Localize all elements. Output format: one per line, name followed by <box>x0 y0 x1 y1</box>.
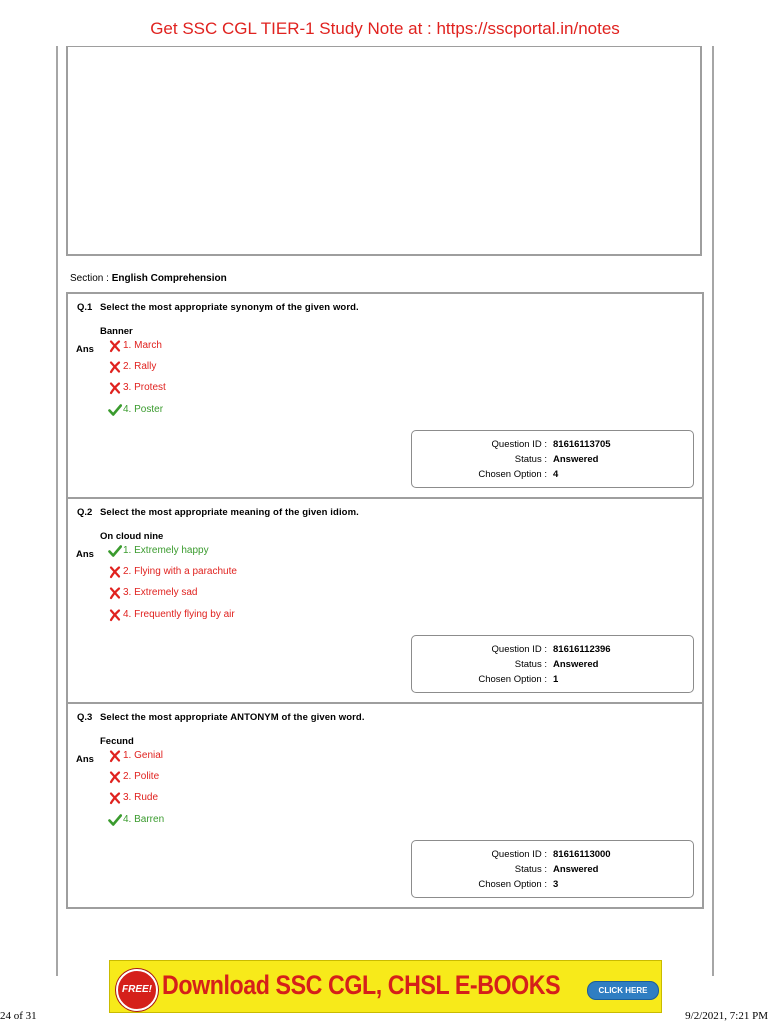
answer-status-row <box>410 659 693 673</box>
answer-status-value: Answered <box>553 864 599 875</box>
question-id-label: Question ID : <box>491 439 547 450</box>
banner-headline: Download SSC CGL, CHSL E-BOOKS <box>162 970 561 1000</box>
section-label: Section : <box>70 273 112 284</box>
option-text: 3. Rude <box>123 792 159 803</box>
option-text: 2. Flying with a parachute <box>123 566 237 577</box>
question-word: Fecund <box>100 736 134 747</box>
page-rail-right <box>712 46 714 976</box>
question-number: Q.3 <box>77 712 93 723</box>
question-word: Banner <box>100 326 133 337</box>
question-text: Select the most appropriate meaning of the given idiom. <box>100 507 359 518</box>
chosen-option-value: 3 <box>553 879 559 890</box>
answer-status-row <box>410 454 693 468</box>
question-info-panel <box>411 840 694 898</box>
answer-status-label: Status : <box>514 454 547 465</box>
cross-icon <box>108 339 122 353</box>
question-info-panel <box>411 635 694 693</box>
option-text: 3. Extremely sad <box>123 587 198 598</box>
page-number: 24 of 31 <box>0 1010 37 1022</box>
question-id-value: 81616113000 <box>553 849 611 860</box>
question-id-value: 81616112396 <box>553 644 611 655</box>
check-icon <box>108 403 122 417</box>
empty-content-box <box>66 46 702 256</box>
question-text: Select the most appropriate ANTONYM of the given word. <box>100 712 365 723</box>
question-block <box>66 702 704 909</box>
answer-status-value: Answered <box>553 659 599 670</box>
question-id-row <box>410 849 693 863</box>
question-block <box>66 497 704 704</box>
click-here-button[interactable]: CLICK HERE <box>587 981 659 1000</box>
ebook-download-banner[interactable] <box>109 960 662 1013</box>
answer-status-label: Status : <box>514 864 547 875</box>
study-note-link[interactable]: Get SSC CGL TIER-1 Study Note at : https://sscportal.in/notes <box>150 19 620 38</box>
chosen-option-value: 1 <box>553 674 559 685</box>
cross-icon <box>108 791 122 805</box>
chosen-option-label: Chosen Option : <box>478 879 547 890</box>
option-text: 1. March <box>123 340 162 351</box>
option-text: 1. Genial <box>123 750 164 761</box>
question-id-label: Question ID : <box>491 849 547 860</box>
check-icon <box>108 813 122 827</box>
option-text: 4. Poster <box>123 404 164 415</box>
free-badge: FREE! <box>116 969 158 1011</box>
answer-status-row <box>410 864 693 878</box>
section-heading <box>70 273 227 284</box>
cross-icon <box>108 360 122 374</box>
question-id-row <box>410 439 693 453</box>
cross-icon <box>108 749 122 763</box>
answer-label: Ans <box>76 344 94 355</box>
chosen-option-row <box>410 469 693 483</box>
answer-label: Ans <box>76 754 94 765</box>
cross-icon <box>108 586 122 600</box>
cross-icon <box>108 608 122 622</box>
option-text: 3. Protest <box>123 382 166 393</box>
chosen-option-value: 4 <box>553 469 559 480</box>
question-id-row <box>410 644 693 658</box>
chosen-option-row <box>410 879 693 893</box>
option-text: 4. Barren <box>123 814 165 825</box>
question-text: Select the most appropriate synonym of the given word. <box>100 302 359 313</box>
question-number: Q.2 <box>77 507 93 518</box>
option-text: 4. Frequently flying by air <box>123 609 235 620</box>
cross-icon <box>108 381 122 395</box>
chosen-option-label: Chosen Option : <box>478 674 547 685</box>
section-name: English Comprehension <box>111 273 227 284</box>
chosen-option-label: Chosen Option : <box>478 469 547 480</box>
question-info-panel <box>411 430 694 488</box>
answer-status-label: Status : <box>514 659 547 670</box>
question-id-label: Question ID : <box>491 644 547 655</box>
option-text: 2. Polite <box>123 771 160 782</box>
answer-label: Ans <box>76 549 94 560</box>
question-block <box>66 292 704 499</box>
cross-icon <box>108 565 122 579</box>
question-word: On cloud nine <box>100 531 164 542</box>
print-timestamp: 9/2/2021, 7:21 PM <box>685 1010 768 1022</box>
option-text: 1. Extremely happy <box>123 545 209 556</box>
answer-status-value: Answered <box>553 454 599 465</box>
check-icon <box>108 544 122 558</box>
chosen-option-row <box>410 674 693 688</box>
question-id-value: 81616113705 <box>553 439 611 450</box>
page-rail-left <box>56 46 58 976</box>
option-text: 2. Rally <box>123 361 157 372</box>
cross-icon <box>108 770 122 784</box>
question-number: Q.1 <box>77 302 93 313</box>
